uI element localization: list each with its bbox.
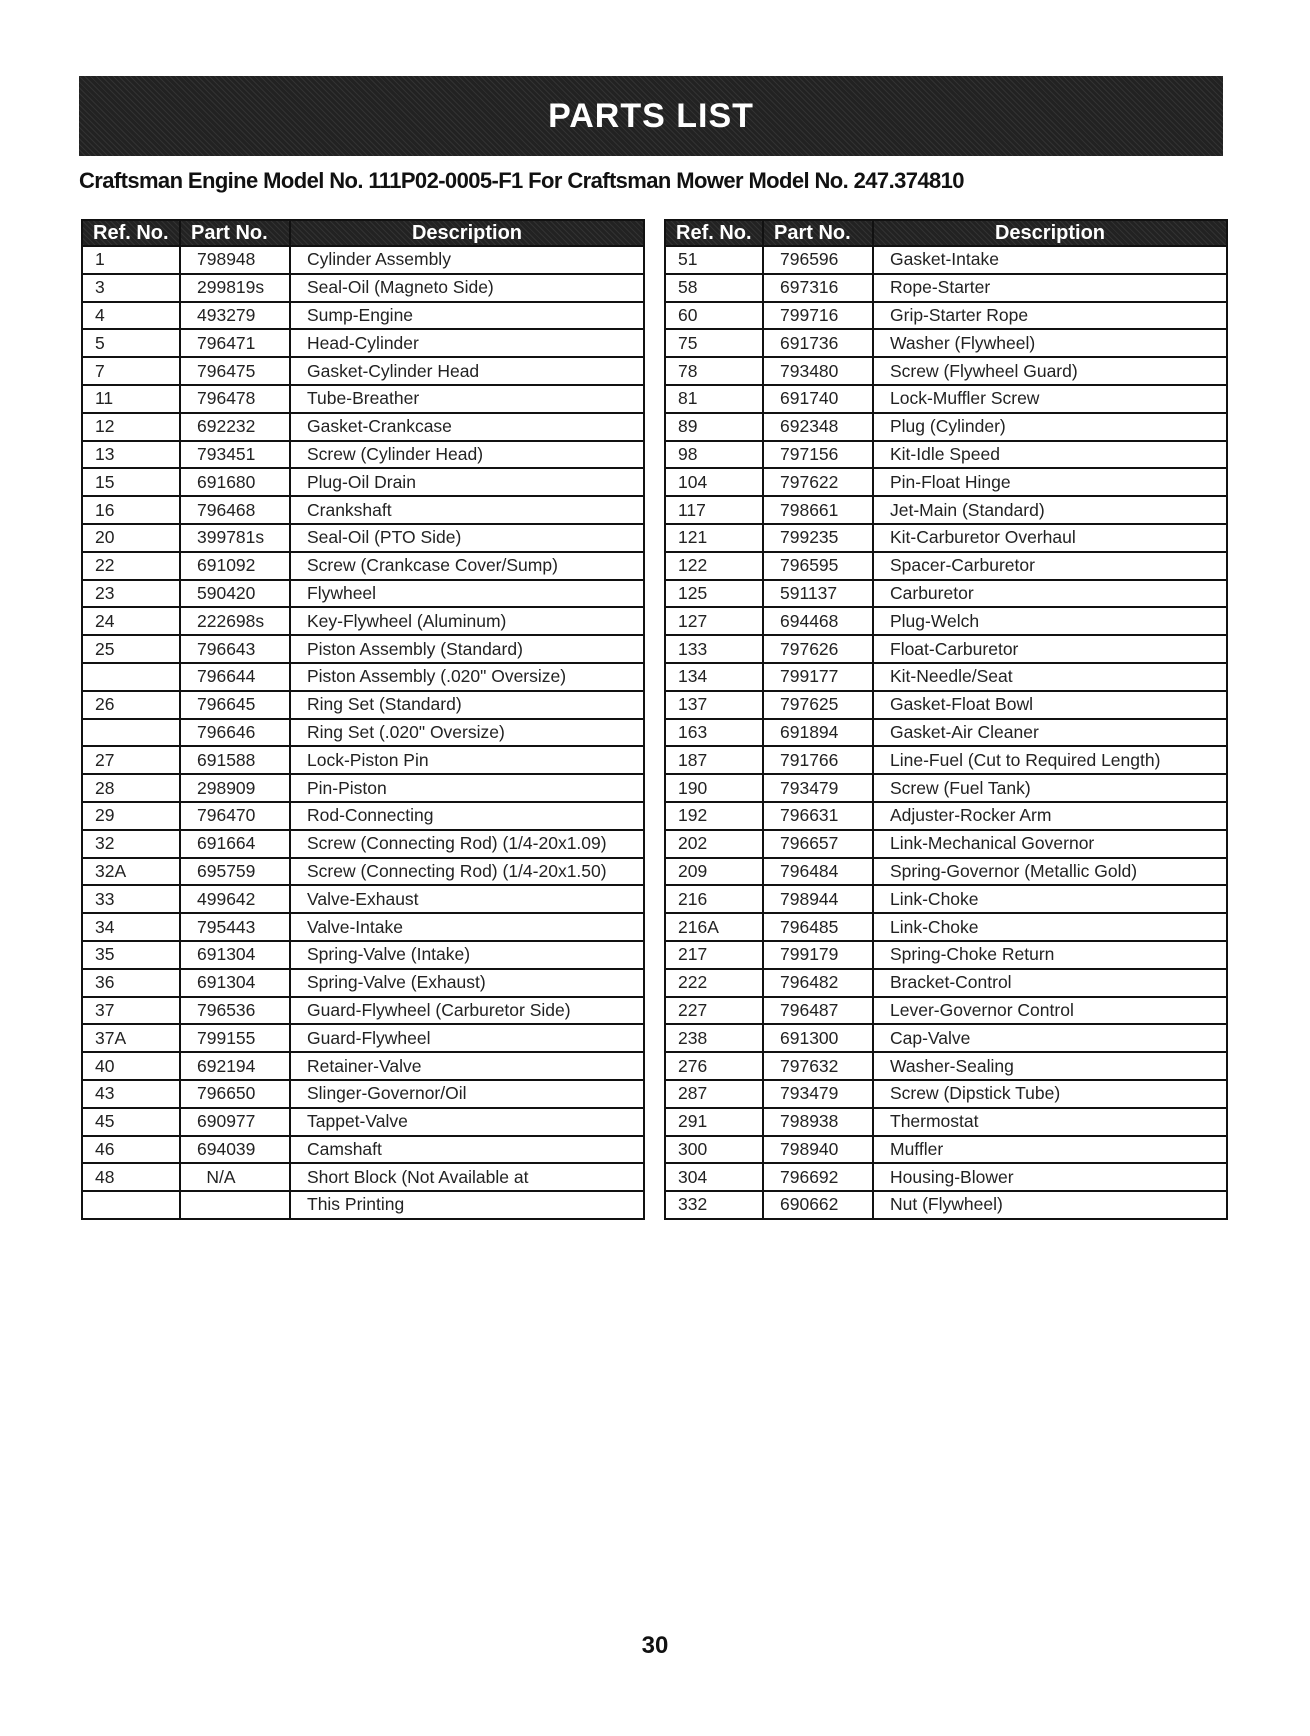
description-cell: Muffler — [873, 1136, 1227, 1164]
description-cell: Carburetor — [873, 580, 1227, 608]
description-cell: Seal-Oil (Magneto Side) — [290, 274, 644, 302]
description-cell: Plug-Welch — [873, 607, 1227, 635]
ref-no-cell: 27 — [82, 746, 180, 774]
part-no-cell: 222698s — [180, 607, 290, 635]
description-cell: Grip-Starter Rope — [873, 302, 1227, 330]
ref-no-cell: 217 — [665, 941, 763, 969]
table-row — [82, 274, 644, 302]
table-row — [82, 635, 644, 663]
table-row — [665, 329, 1227, 357]
description-cell: Link-Choke — [873, 913, 1227, 941]
table-row — [665, 468, 1227, 496]
ref-no-cell: 32A — [82, 858, 180, 886]
description-cell: Gasket-Crankcase — [290, 413, 644, 441]
part-no-cell: 798940 — [763, 1136, 873, 1164]
description-cell: Thermostat — [873, 1108, 1227, 1136]
part-no-cell: 798944 — [763, 885, 873, 913]
ref-no-cell: 117 — [665, 496, 763, 524]
table-row — [665, 858, 1227, 886]
ref-no-cell: 227 — [665, 997, 763, 1025]
table-row — [82, 1108, 644, 1136]
part-no-header: Part No. — [763, 220, 873, 246]
ref-no-cell: 26 — [82, 691, 180, 719]
ref-no-cell: 187 — [665, 746, 763, 774]
table-header-row — [82, 220, 644, 246]
part-no-cell: N/A — [180, 1163, 290, 1191]
description-cell: Pin-Piston — [290, 774, 644, 802]
part-no-cell: 690662 — [763, 1191, 873, 1219]
part-no-cell: 799716 — [763, 302, 873, 330]
table-row — [82, 663, 644, 691]
table-row — [665, 802, 1227, 830]
description-cell: Ring Set (.020" Oversize) — [290, 719, 644, 747]
table-row — [665, 524, 1227, 552]
part-no-cell: 797626 — [763, 635, 873, 663]
ref-no-cell: 37A — [82, 1024, 180, 1052]
ref-no-cell: 222 — [665, 969, 763, 997]
description-cell: Plug-Oil Drain — [290, 468, 644, 496]
part-no-cell: 691304 — [180, 969, 290, 997]
table-row — [82, 302, 644, 330]
table-row — [82, 246, 644, 274]
description-cell: Tappet-Valve — [290, 1108, 644, 1136]
part-no-cell: 796646 — [180, 719, 290, 747]
table-row — [82, 496, 644, 524]
ref-no-cell: 20 — [82, 524, 180, 552]
table-row — [665, 246, 1227, 274]
table-row — [82, 580, 644, 608]
part-no-cell: 796595 — [763, 552, 873, 580]
part-no-cell: 796536 — [180, 997, 290, 1025]
part-no-cell: 691894 — [763, 719, 873, 747]
description-cell: Screw (Connecting Rod) (1/4-20x1.50) — [290, 858, 644, 886]
ref-no-header: Ref. No. — [665, 220, 763, 246]
part-no-cell: 799179 — [763, 941, 873, 969]
table-row — [82, 329, 644, 357]
description-cell: Guard-Flywheel — [290, 1024, 644, 1052]
part-no-cell — [180, 1191, 290, 1219]
table-row — [82, 357, 644, 385]
table-row — [665, 1136, 1227, 1164]
description-cell: Screw (Crankcase Cover/Sump) — [290, 552, 644, 580]
part-no-cell: 796645 — [180, 691, 290, 719]
part-no-cell: 796471 — [180, 329, 290, 357]
part-no-cell: 694468 — [763, 607, 873, 635]
description-cell: Kit-Needle/Seat — [873, 663, 1227, 691]
table-row — [665, 635, 1227, 663]
table-row — [82, 607, 644, 635]
description-cell: Retainer-Valve — [290, 1052, 644, 1080]
description-cell: Valve-Intake — [290, 913, 644, 941]
description-cell: Short Block (Not Available at — [290, 1163, 644, 1191]
ref-no-cell: 33 — [82, 885, 180, 913]
ref-no-cell: 304 — [665, 1163, 763, 1191]
table-row — [665, 746, 1227, 774]
ref-no-cell: 276 — [665, 1052, 763, 1080]
part-no-cell: 796644 — [180, 663, 290, 691]
part-no-cell: 793479 — [763, 774, 873, 802]
part-no-cell: 796482 — [763, 969, 873, 997]
model-subtitle: Craftsman Engine Model No. 111P02-0005-F1 For Craftsman Mower Model No. 247.374810 — [79, 168, 964, 193]
ref-no-cell: 24 — [82, 607, 180, 635]
ref-no-cell: 43 — [82, 1080, 180, 1108]
ref-no-cell: 287 — [665, 1080, 763, 1108]
ref-no-cell: 22 — [82, 552, 180, 580]
ref-no-cell: 122 — [665, 552, 763, 580]
description-cell: Adjuster-Rocker Arm — [873, 802, 1227, 830]
ref-no-cell: 192 — [665, 802, 763, 830]
part-no-cell: 796475 — [180, 357, 290, 385]
part-no-cell: 797632 — [763, 1052, 873, 1080]
ref-no-cell: 25 — [82, 635, 180, 663]
part-no-cell: 691588 — [180, 746, 290, 774]
ref-no-cell: 89 — [665, 413, 763, 441]
description-cell: Bracket-Control — [873, 969, 1227, 997]
table-row — [82, 413, 644, 441]
table-row — [82, 552, 644, 580]
description-cell: Spacer-Carburetor — [873, 552, 1227, 580]
description-cell: Crankshaft — [290, 496, 644, 524]
description-cell: Link-Choke — [873, 885, 1227, 913]
table-row — [665, 830, 1227, 858]
table-row — [82, 830, 644, 858]
description-cell: Spring-Governor (Metallic Gold) — [873, 858, 1227, 886]
ref-no-cell: 48 — [82, 1163, 180, 1191]
ref-no-cell: 209 — [665, 858, 763, 886]
ref-no-cell: 5 — [82, 329, 180, 357]
ref-no-cell: 40 — [82, 1052, 180, 1080]
description-cell: Gasket-Float Bowl — [873, 691, 1227, 719]
part-no-cell: 796631 — [763, 802, 873, 830]
part-no-cell: 690977 — [180, 1108, 290, 1136]
table-row — [82, 858, 644, 886]
ref-no-cell: 332 — [665, 1191, 763, 1219]
ref-no-cell: 23 — [82, 580, 180, 608]
ref-no-cell: 291 — [665, 1108, 763, 1136]
description-cell: Valve-Exhaust — [290, 885, 644, 913]
table-row — [665, 1052, 1227, 1080]
ref-no-cell: 163 — [665, 719, 763, 747]
ref-no-cell: 58 — [665, 274, 763, 302]
description-cell: Guard-Flywheel (Carburetor Side) — [290, 997, 644, 1025]
part-no-cell: 793480 — [763, 357, 873, 385]
ref-no-cell: 34 — [82, 913, 180, 941]
ref-no-cell: 75 — [665, 329, 763, 357]
table-row — [82, 1136, 644, 1164]
part-no-cell: 797625 — [763, 691, 873, 719]
table-row — [665, 496, 1227, 524]
part-no-cell: 493279 — [180, 302, 290, 330]
ref-no-cell: 127 — [665, 607, 763, 635]
table-row — [665, 885, 1227, 913]
part-no-cell: 791766 — [763, 746, 873, 774]
parts-table-left-body — [82, 246, 644, 1219]
table-row — [665, 552, 1227, 580]
table-row — [82, 746, 644, 774]
table-row — [82, 1080, 644, 1108]
description-cell: Rope-Starter — [873, 274, 1227, 302]
description-cell: Jet-Main (Standard) — [873, 496, 1227, 524]
ref-no-header: Ref. No. — [82, 220, 180, 246]
table-row — [82, 885, 644, 913]
description-cell: Head-Cylinder — [290, 329, 644, 357]
description-cell: Line-Fuel (Cut to Required Length) — [873, 746, 1227, 774]
description-cell: Cylinder Assembly — [290, 246, 644, 274]
description-cell: Seal-Oil (PTO Side) — [290, 524, 644, 552]
part-no-cell: 795443 — [180, 913, 290, 941]
description-cell: Gasket-Air Cleaner — [873, 719, 1227, 747]
ref-no-cell: 12 — [82, 413, 180, 441]
ref-no-cell: 60 — [665, 302, 763, 330]
ref-no-cell — [82, 1191, 180, 1219]
table-row — [665, 607, 1227, 635]
table-row — [665, 580, 1227, 608]
part-no-cell: 799155 — [180, 1024, 290, 1052]
ref-no-cell: 238 — [665, 1024, 763, 1052]
ref-no-cell: 202 — [665, 830, 763, 858]
part-no-cell: 796484 — [763, 858, 873, 886]
ref-no-cell: 32 — [82, 830, 180, 858]
part-no-cell: 796657 — [763, 830, 873, 858]
table-row — [82, 969, 644, 997]
ref-no-cell: 125 — [665, 580, 763, 608]
part-no-cell: 399781s — [180, 524, 290, 552]
part-no-cell: 691664 — [180, 830, 290, 858]
description-cell: Sump-Engine — [290, 302, 644, 330]
part-no-cell: 694039 — [180, 1136, 290, 1164]
table-row — [665, 302, 1227, 330]
ref-no-cell: 190 — [665, 774, 763, 802]
table-row — [665, 663, 1227, 691]
description-cell: Kit-Carburetor Overhaul — [873, 524, 1227, 552]
description-cell: Spring-Valve (Intake) — [290, 941, 644, 969]
part-no-cell: 697316 — [763, 274, 873, 302]
description-cell: Screw (Cylinder Head) — [290, 441, 644, 469]
description-header: Description — [290, 220, 644, 246]
table-row — [82, 1024, 644, 1052]
part-no-cell: 796485 — [763, 913, 873, 941]
part-no-cell: 691740 — [763, 385, 873, 413]
part-no-cell: 796692 — [763, 1163, 873, 1191]
page-title: PARTS LIST — [548, 96, 754, 135]
ref-no-cell: 81 — [665, 385, 763, 413]
ref-no-cell: 45 — [82, 1108, 180, 1136]
part-no-cell: 695759 — [180, 858, 290, 886]
table-header-row — [665, 220, 1227, 246]
ref-no-cell: 28 — [82, 774, 180, 802]
table-row — [82, 468, 644, 496]
table-row — [82, 913, 644, 941]
description-cell: Tube-Breather — [290, 385, 644, 413]
description-cell: Screw (Fuel Tank) — [873, 774, 1227, 802]
description-cell: Key-Flywheel (Aluminum) — [290, 607, 644, 635]
table-row — [665, 913, 1227, 941]
description-cell: Kit-Idle Speed — [873, 441, 1227, 469]
part-no-cell: 691680 — [180, 468, 290, 496]
part-no-cell: 590420 — [180, 580, 290, 608]
table-row — [665, 357, 1227, 385]
table-row — [82, 1163, 644, 1191]
ref-no-cell: 104 — [665, 468, 763, 496]
table-row — [665, 1080, 1227, 1108]
ref-no-cell: 51 — [665, 246, 763, 274]
part-no-cell: 799235 — [763, 524, 873, 552]
description-cell: This Printing — [290, 1191, 644, 1219]
ref-no-cell: 13 — [82, 441, 180, 469]
part-no-cell: 796643 — [180, 635, 290, 663]
table-row — [665, 1163, 1227, 1191]
parts-table-left — [81, 219, 645, 1220]
ref-no-cell: 37 — [82, 997, 180, 1025]
table-row — [665, 1191, 1227, 1219]
table-row — [665, 774, 1227, 802]
ref-no-cell: 4 — [82, 302, 180, 330]
part-no-cell: 299819s — [180, 274, 290, 302]
description-cell: Housing-Blower — [873, 1163, 1227, 1191]
table-row — [82, 691, 644, 719]
description-cell: Spring-Choke Return — [873, 941, 1227, 969]
description-cell: Gasket-Cylinder Head — [290, 357, 644, 385]
table-row — [665, 941, 1227, 969]
table-row — [82, 441, 644, 469]
description-cell: Rod-Connecting — [290, 802, 644, 830]
part-no-cell: 798938 — [763, 1108, 873, 1136]
ref-no-cell: 216 — [665, 885, 763, 913]
table-row — [665, 969, 1227, 997]
description-cell: Lever-Governor Control — [873, 997, 1227, 1025]
ref-no-cell: 134 — [665, 663, 763, 691]
table-row — [665, 385, 1227, 413]
part-no-cell: 796478 — [180, 385, 290, 413]
table-row — [665, 1024, 1227, 1052]
part-no-cell: 796470 — [180, 802, 290, 830]
part-no-cell: 691304 — [180, 941, 290, 969]
description-header: Description — [873, 220, 1227, 246]
ref-no-cell: 15 — [82, 468, 180, 496]
part-no-cell: 796650 — [180, 1080, 290, 1108]
ref-no-cell: 300 — [665, 1136, 763, 1164]
table-row — [82, 524, 644, 552]
description-cell: Lock-Piston Pin — [290, 746, 644, 774]
description-cell: Ring Set (Standard) — [290, 691, 644, 719]
table-row — [82, 719, 644, 747]
table-row — [665, 413, 1227, 441]
ref-no-cell: 137 — [665, 691, 763, 719]
description-cell: Nut (Flywheel) — [873, 1191, 1227, 1219]
part-no-cell: 591137 — [763, 580, 873, 608]
table-row — [82, 774, 644, 802]
part-no-cell: 298909 — [180, 774, 290, 802]
part-no-cell: 796487 — [763, 997, 873, 1025]
part-no-cell: 691092 — [180, 552, 290, 580]
ref-no-cell: 16 — [82, 496, 180, 524]
part-no-cell: 797622 — [763, 468, 873, 496]
part-no-header: Part No. — [180, 220, 290, 246]
description-cell: Flywheel — [290, 580, 644, 608]
part-no-cell: 692348 — [763, 413, 873, 441]
parts-table-right-body — [665, 246, 1227, 1219]
parts-table-right — [664, 219, 1228, 1220]
ref-no-cell: 98 — [665, 441, 763, 469]
ref-no-cell — [82, 663, 180, 691]
ref-no-cell: 3 — [82, 274, 180, 302]
description-cell: Camshaft — [290, 1136, 644, 1164]
table-row — [665, 441, 1227, 469]
description-cell: Float-Carburetor — [873, 635, 1227, 663]
table-row — [665, 274, 1227, 302]
ref-no-cell: 11 — [82, 385, 180, 413]
part-no-cell: 691736 — [763, 329, 873, 357]
table-row — [665, 997, 1227, 1025]
table-row — [665, 1108, 1227, 1136]
description-cell: Link-Mechanical Governor — [873, 830, 1227, 858]
part-no-cell: 793479 — [763, 1080, 873, 1108]
table-row — [82, 1052, 644, 1080]
ref-no-cell: 1 — [82, 246, 180, 274]
part-no-cell: 692194 — [180, 1052, 290, 1080]
description-cell: Washer (Flywheel) — [873, 329, 1227, 357]
ref-no-cell: 29 — [82, 802, 180, 830]
part-no-cell: 692232 — [180, 413, 290, 441]
table-row — [665, 691, 1227, 719]
part-no-cell: 691300 — [763, 1024, 873, 1052]
part-no-cell: 796596 — [763, 246, 873, 274]
ref-no-cell — [82, 719, 180, 747]
table-row — [82, 997, 644, 1025]
description-cell: Piston Assembly (.020" Oversize) — [290, 663, 644, 691]
description-cell: Cap-Valve — [873, 1024, 1227, 1052]
description-cell: Washer-Sealing — [873, 1052, 1227, 1080]
description-cell: Slinger-Governor/Oil — [290, 1080, 644, 1108]
ref-no-cell: 7 — [82, 357, 180, 385]
description-cell: Gasket-Intake — [873, 246, 1227, 274]
description-cell: Screw (Dipstick Tube) — [873, 1080, 1227, 1108]
parts-list-banner — [79, 76, 1223, 156]
ref-no-cell: 133 — [665, 635, 763, 663]
part-no-cell: 793451 — [180, 441, 290, 469]
table-row — [82, 1191, 644, 1219]
part-no-cell: 499642 — [180, 885, 290, 913]
part-no-cell: 798661 — [763, 496, 873, 524]
description-cell: Screw (Flywheel Guard) — [873, 357, 1227, 385]
table-row — [82, 385, 644, 413]
table-row — [665, 719, 1227, 747]
ref-no-cell: 36 — [82, 969, 180, 997]
ref-no-cell: 35 — [82, 941, 180, 969]
description-cell: Plug (Cylinder) — [873, 413, 1227, 441]
part-no-cell: 796468 — [180, 496, 290, 524]
table-row — [82, 802, 644, 830]
ref-no-cell: 121 — [665, 524, 763, 552]
table-row — [82, 941, 644, 969]
description-cell: Lock-Muffler Screw — [873, 385, 1227, 413]
ref-no-cell: 46 — [82, 1136, 180, 1164]
description-cell: Pin-Float Hinge — [873, 468, 1227, 496]
description-cell: Piston Assembly (Standard) — [290, 635, 644, 663]
ref-no-cell: 78 — [665, 357, 763, 385]
description-cell: Spring-Valve (Exhaust) — [290, 969, 644, 997]
part-no-cell: 797156 — [763, 441, 873, 469]
ref-no-cell: 216A — [665, 913, 763, 941]
description-cell: Screw (Connecting Rod) (1/4-20x1.09) — [290, 830, 644, 858]
part-no-cell: 798948 — [180, 246, 290, 274]
part-no-cell: 799177 — [763, 663, 873, 691]
page-number: 30 — [641, 1632, 669, 1659]
